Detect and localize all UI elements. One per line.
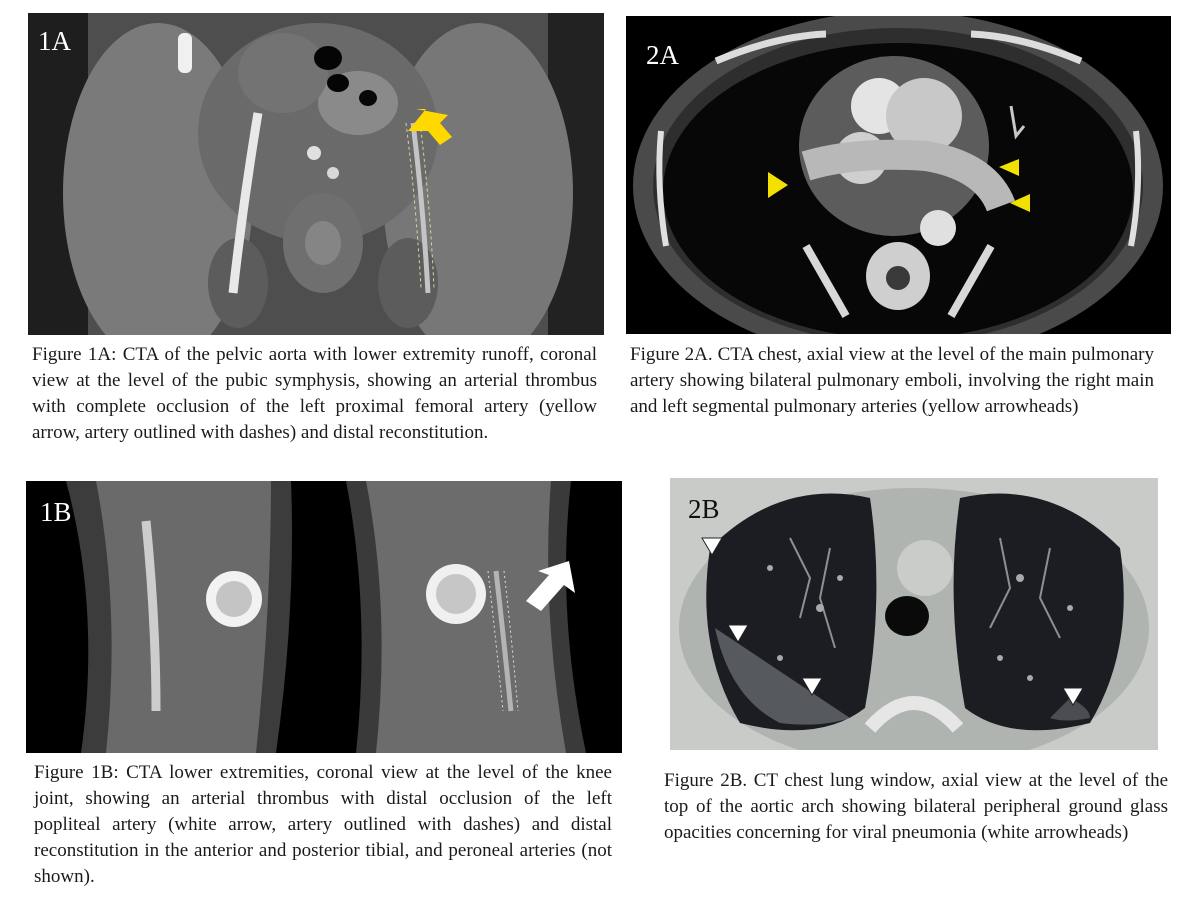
figure-2b-caption: Figure 2B. CT chest lung window, axial view at the level of the top of the aortic arch showing bilateral peripheral ground glass opacities concerning for viral pneumonia (white arrowheads) xyxy=(664,770,1168,843)
figure-1b-caption: Figure 1B: CTA lower extremities, coronal view at the level of the knee joint, showing an arterial thrombus with distal occlusion of the left popliteal artery (white arrow, artery outlined with dashes) and distal reconstitution in the anterior and posterior tibial, and peroneal arteries (not shown). xyxy=(34,762,612,887)
figure-2a-label: 2A xyxy=(646,40,679,70)
figure-1b-label: 1B xyxy=(40,497,72,527)
figure-2a-image xyxy=(626,16,1171,334)
figure-1b-image xyxy=(26,481,622,753)
figure-1a-image xyxy=(28,13,604,335)
figure-1b-ct-scan xyxy=(26,481,622,753)
figure-2b-label: 2B xyxy=(688,494,720,524)
figure-1a-label: 1A xyxy=(38,26,71,56)
figure-2b-ct-scan xyxy=(670,478,1158,750)
figure-1a-caption: Figure 1A: CTA of the pelvic aorta with lower extremity runoff, coronal view at the level of the pubic symphysis, showing an arterial thrombus with complete occlusion of the left proximal femoral artery (yellow arrow, artery outlined with dashes) and distal reconstitution. xyxy=(32,344,597,443)
figure-2a-caption: Figure 2A. CTA chest, axial view at the level of the main pulmonary artery showing bilateral pulmonary emboli, involving the right main and left segmental pulmonary arteries (yellow arrowheads) xyxy=(630,344,1154,417)
figure-2a-ct-scan xyxy=(626,16,1171,334)
figure-1a-ct-scan xyxy=(28,13,604,335)
figure-2b-image xyxy=(670,478,1158,750)
